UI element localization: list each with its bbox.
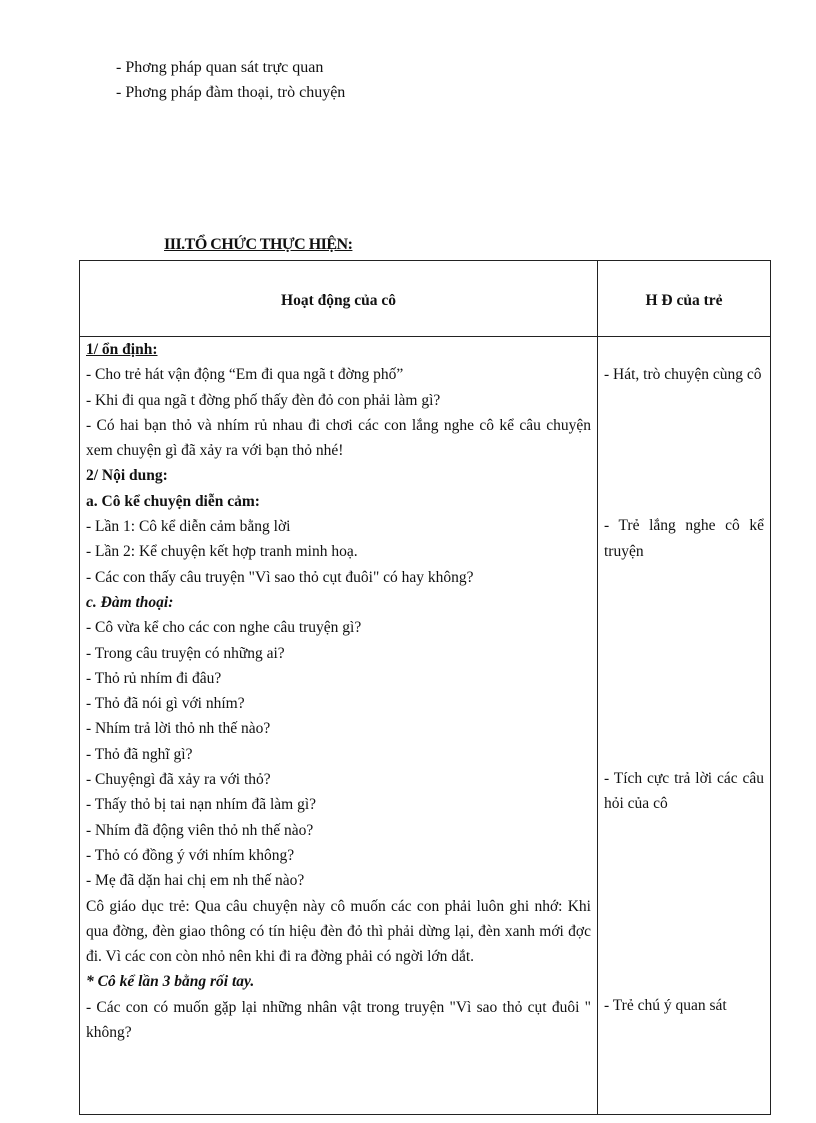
question-line: - Thấy thỏ bị tai nạn nhím đã làm gì? [86,796,317,814]
section-1-title: 1/ ổn định: [86,341,158,358]
teacher-line: - Cho trẻ hát vận động “Em đi qua ngã t đờng phố” [86,366,404,384]
subsection-c-title: c. Đàm thoại: [86,593,174,611]
child-response: - Hát, trò chuyện cùng cô [604,366,762,383]
child-response: - Tích cực trả lời các câu hỏi của cô [604,769,764,813]
question-line: - Trong câu truyện có những ai? [86,644,285,662]
question-line: - Cô vừa kể cho các con nghe câu truyện gì? [86,619,362,637]
teacher-line: - Khi đi qua ngã t đờng phố thấy đèn đỏ con phải làm gì? [86,391,441,409]
child-response: - Trẻ chú ý quan sát [604,997,727,1015]
section-heading: III.TỔ CHỨC THỰC HIỆN: [164,236,353,253]
question-line: - Nhím trả lời thỏ nh thế nào? [86,720,271,738]
method-line-1: - Phơng pháp quan sát trực quan [116,59,324,76]
education-paragraph: Cô giáo dục trẻ: Qua câu chuyện này cô muốn các con phải luôn ghi nhớ: Khi qua đờng, đèn giao thông có tín hiệu đèn đỏ thì phải dừng lại, đèn xanh mới đợc đi. Vì các con còn nhỏ nên khi đi ra đờng phải có ngời lớn dắt. [86,897,591,966]
teacher-activity-cell [80,337,598,1115]
section-2-title: 2/ Nội dung: [86,467,168,485]
teacher-column-header: Hoạt động của cô [80,261,598,337]
question-line: - Mẹ đã dặn hai chị em nh thế nào? [86,872,305,890]
child-column-header: H Đ của trẻ [598,261,771,337]
question-line: - Thỏ đã nói gì với nhím? [86,695,245,713]
question-line: - Thỏ có đồng ý với nhím không? [86,846,295,864]
question-line: - Thỏ đã nghĩ gì? [86,745,193,763]
teacher-line: - Các con có muốn gặp lại những nhân vật trong truyện "Vì sao thỏ cụt đuôi " không? [86,998,591,1042]
teacher-line: - Lần 1: Cô kể diễn cảm bằng lời [86,518,291,536]
child-response: - Trẻ lắng nghe cô kể truyện [604,517,764,560]
question-line: - Nhím đã động viên thỏ nh thế nào? [86,821,314,839]
method-line-2: - Phơng pháp đàm thoại, trò chuyện [116,84,346,101]
question-line: - Chuyệngì đã xảy ra với thỏ? [86,771,271,789]
subsection-a-title: a. Cô kể chuyện diễn cảm: [86,492,260,510]
teacher-line: - Có hai bạn thỏ và nhím rủ nhau đi chơi các con lắng nghe cô kể câu chuyện xem chuyện gì đã xảy ra với bạn thỏ nhé! [86,416,591,460]
table-row [80,337,771,1115]
table-header-row [80,261,771,337]
question-line: - Thỏ rủ nhím đi đâu? [86,669,222,687]
teacher-line: - Lần 2: Kể chuyện kết hợp tranh minh hoạ. [86,543,358,561]
teacher-line: - Các con thấy câu truyện "Vì sao thỏ cụt đuôi" có hay không? [86,568,474,586]
child-activity-cell [598,337,771,1115]
section-3-title: * Cô kể lần 3 bằng rối tay. [86,973,255,991]
activity-table [79,260,771,1115]
